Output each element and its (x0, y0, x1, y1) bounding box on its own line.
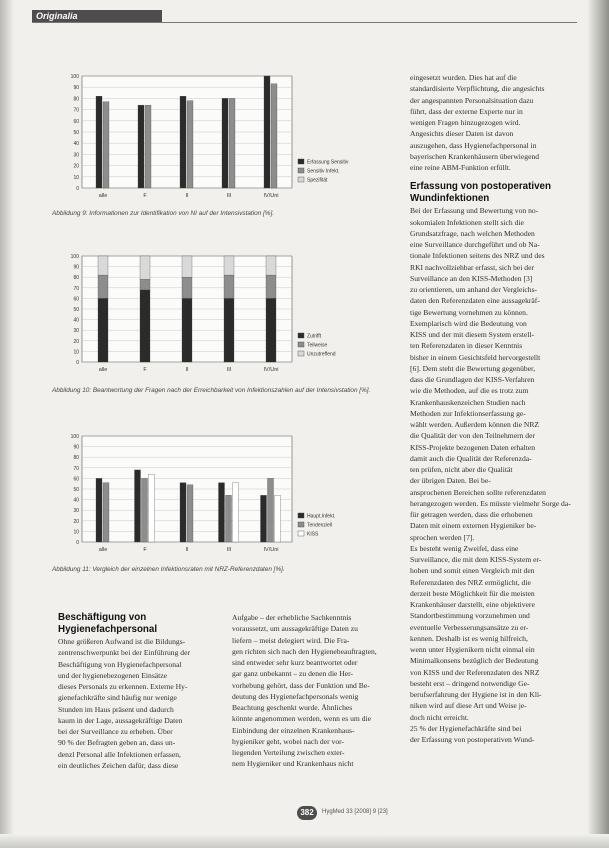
bar (229, 98, 235, 188)
right-article-line: [6]. Dem steht die Bewertung gegenüber, (410, 363, 536, 373)
middle-article-line: liefern – meist delegiert wird. Die Fra- (232, 635, 350, 645)
middle-article-line: Beachtung geschenkt wurde. Ähnliches (232, 703, 353, 712)
y-tick-label: 20 (73, 163, 79, 170)
right-article-line: auszugehen, dass Hygienefachpersonal in (410, 140, 537, 150)
bar (266, 275, 276, 298)
y-tick-label: 40 (73, 141, 79, 148)
bar (275, 495, 281, 542)
y-tick-label: 70 (73, 107, 79, 114)
y-tick-label: 60 (73, 118, 79, 125)
right-article-line: damit auch die Qualität der Referenzda- (410, 453, 532, 463)
bar (271, 84, 277, 188)
x-tick-label: alle (98, 193, 108, 199)
x-tick-label: IV/Uni (263, 547, 279, 553)
y-tick-label: 100 (70, 254, 79, 260)
middle-article-line: gen richten sich nach den Hygienebeauftragten, (232, 646, 377, 656)
left-article-line: bei der Surveillance zu erheben. Über (58, 727, 173, 736)
right-heading-line-1: Erfassung von postoperativen (410, 181, 551, 193)
right-article-line: sprochen werden [7]. (410, 532, 475, 542)
figure-10-chart (60, 252, 395, 380)
bar (264, 76, 270, 188)
right-article-line: eine Surveillance durchgeführt und ob Na- (410, 240, 540, 249)
right-article-line: ten Referenzdaten in dieser Kenntnis (410, 341, 523, 351)
y-tick-label: 20 (73, 338, 79, 345)
right-article-line: der Erfassung von postoperativen Wund- (410, 735, 535, 744)
legend-label: Unzutreffend (307, 351, 336, 358)
y-tick-label: 70 (73, 285, 79, 292)
right-article-body-top (410, 72, 580, 173)
y-tick-label: 80 (73, 96, 79, 103)
bar (138, 105, 144, 188)
x-tick-label: F (143, 547, 147, 553)
bar (98, 275, 108, 298)
y-tick-label: 80 (73, 275, 79, 282)
right-article-line: Krankenhauskenzeichen Studien nach (410, 397, 526, 407)
left-article-body (58, 636, 226, 771)
right-article-line: RKI nachvollziehbar erfasst, sich bei der (410, 262, 534, 272)
right-article-line: derzeit beste Möglichkeit für die meisten (410, 588, 535, 598)
right-article-line: tige Bewertung vornehmen zu können. (410, 307, 528, 317)
legend-swatch (298, 177, 304, 182)
figure-11-caption: Abbildung 11: Vergleich der einzelnen Infektionsraten mit NRZ-Referenzdaten [%]. (52, 566, 285, 573)
right-heading-line-2: Wundinfektionen (410, 193, 490, 205)
page-edge-left (0, 0, 14, 848)
figure-10-caption: Abbildung 10: Beantwortung der Fragen nach der Erreichbarkeit von Infektionszahlen auf der Intensivstation [%]. (52, 387, 371, 394)
y-tick-label: 50 (73, 487, 79, 493)
right-article-line: kennen. Deshalb ist es wenig hilfreich, (410, 633, 528, 643)
right-article-line: Exemplarisch wird die Bedeutung von (410, 318, 527, 328)
bar (103, 102, 109, 188)
bar (140, 279, 150, 290)
x-tick-label: II (185, 367, 189, 373)
legend-label: KISS (307, 531, 319, 538)
right-article-line: besteht erst – dringend notwendige Ge- (410, 678, 530, 688)
y-tick-label: 40 (73, 497, 79, 504)
x-tick-label: alle (98, 367, 108, 373)
right-article-line: standardisierte Verpflichtung, die angesichts (410, 84, 545, 94)
right-article-line: führt, dass der externe Experte nur in (410, 106, 523, 116)
right-article-line: der übrigen Daten. Bei be- (410, 476, 491, 486)
middle-article-line: sind entweder sehr kurz beantwortet oder (232, 658, 358, 667)
left-article-line: zentrenschwerpunkt bei der Einführung der (58, 648, 190, 658)
right-article-line: wenigen Fragen hinzugezogen wird. (410, 118, 521, 127)
right-article-line: Minimalkonsens bezüglich der Bedeutung (410, 656, 539, 666)
middle-article-line: hygieniker geht, wobei nach der vor- (232, 736, 345, 746)
left-article-line: kaum in der Lage, aussagekräftige Daten (58, 715, 183, 725)
y-tick-label: 20 (73, 518, 79, 525)
right-article-line: bisher in einem Gesichtsfeld hervorgestellt (410, 352, 541, 362)
left-article-line: 90 % der Befragten geben an, dass un- (58, 738, 176, 748)
y-tick-label: 90 (73, 444, 79, 451)
figure-9-caption: Abbildung 9: Informationen zur Identifikation von NI auf der Intensivstation [%]. (52, 210, 275, 217)
y-tick-label: 50 (73, 307, 79, 313)
bar (266, 298, 276, 362)
page-edge-bottom (0, 834, 609, 848)
section-tag-label: Originalia (36, 11, 78, 21)
right-article-line: ten prüfen, nicht aber die Qualität (410, 465, 513, 474)
right-article-line: für getragen werden, dass die erhobenen (410, 510, 533, 519)
bar (268, 478, 274, 542)
y-tick-label: 100 (70, 74, 79, 80)
middle-article-line: könnte angenommen werden, wenn es um die (232, 714, 371, 724)
section-tag (32, 10, 162, 22)
chart-svg (60, 252, 395, 380)
right-article-line: Grundsatzfrage, nach welchen Methoden (410, 228, 535, 238)
left-article-line: Stunden im Haus präsent und dadurch (58, 704, 174, 714)
header-rule (32, 22, 577, 23)
right-article-line: Referenzdaten des NRZ ermöglicht, die (410, 577, 531, 587)
right-article-body-bottom (410, 205, 580, 745)
right-article-line: zu orientieren, um anhand der Vergleichs- (410, 285, 538, 294)
right-article-line: dass die Grundlagen der KISS-Verfahren (410, 375, 535, 384)
left-article-line: gienefachkräfte sind häufig nur wenige (58, 693, 177, 703)
right-article-line: berufserfahrung der Hygiene ist in den Kli- (410, 690, 542, 699)
left-article-line: Beschäftigung von Hygienefachpersonal (58, 659, 182, 669)
bar (266, 256, 276, 275)
legend-label: Tendenziell (307, 522, 333, 529)
page-number-badge: 382 (297, 806, 317, 820)
right-article-line: eventuelle Verbesserungsansätze zu er- (410, 622, 529, 632)
right-article-line: hoben und somit einen Vergleich mit den (410, 566, 535, 576)
right-article-line: KISS-Projekte bezogenen Daten erhalten (410, 442, 536, 452)
middle-article-line: Aufgabe – der erhebliche Sachkenntnis (232, 613, 352, 622)
legend-label: Sensitiv Infekt. (307, 168, 340, 175)
right-article-line: Bei der Erfassung und Bewertung von no- (410, 206, 539, 216)
figure-9-chart (60, 72, 395, 206)
chart-svg (60, 432, 395, 560)
bar (140, 256, 150, 279)
right-article-line: daten den Referenzdaten eine aussagekräf- (410, 296, 540, 306)
right-article-line: Es besteht wenig Zweifel, dass eine (410, 543, 519, 553)
y-tick-label: 100 (70, 434, 79, 440)
right-article-line: tionale Infektionen seitens des NRZ und des (410, 251, 545, 261)
bar (96, 478, 102, 542)
middle-article-line: vorhebung gehört, dass der Funktion und Be- (232, 680, 370, 690)
left-article-line: Ohne größeren Aufwand ist die Bildungs- (58, 637, 186, 646)
bar (149, 474, 155, 542)
right-article-line: ansprochenen Bereichen sollte referenzdaten (410, 487, 546, 497)
x-tick-label: F (143, 193, 147, 199)
right-article (410, 72, 580, 745)
x-tick-label: III (226, 367, 232, 373)
legend-swatch (298, 168, 304, 173)
legend-label: Erfassung Sensitiv (307, 159, 349, 166)
bar (226, 495, 232, 542)
legend-swatch (298, 531, 304, 536)
right-article-line: Methoden zur Infektionserfassung ge- (410, 408, 526, 418)
left-article-line: denzl Personal alle Infektionen erfassen, (58, 749, 181, 759)
legend-label: Spezifität (307, 177, 328, 184)
right-article-line: niken wird auf diese Art und Weise je- (410, 701, 527, 711)
legend-swatch (298, 333, 304, 338)
right-article-line: 25 % der Hygienefachkräfte sind bei (410, 723, 522, 733)
right-article-line: die Qualität der von den Teilnehmern der (410, 431, 536, 441)
y-tick-label: 90 (73, 85, 79, 92)
y-tick-label: 60 (73, 476, 79, 483)
bar (224, 298, 234, 362)
right-article-line: KISS und der mit diesem System erstell- (410, 330, 535, 339)
bar (219, 483, 225, 542)
x-tick-label: II (185, 193, 189, 199)
bar (142, 478, 148, 542)
bar (261, 495, 267, 542)
y-tick-label: 10 (73, 349, 79, 356)
right-article-line: Angesichts dieser Daten ist davon (410, 129, 514, 139)
middle-article-line: nem Hygieniker und Krankenhaus nicht (232, 759, 354, 769)
bar (145, 105, 151, 188)
x-tick-label: IV/Uni (263, 193, 279, 199)
bar (222, 98, 228, 188)
right-article-line: bayerischen Krankenhäusern überwiegend (410, 151, 540, 161)
y-tick-label: 0 (76, 540, 79, 546)
y-tick-label: 90 (73, 264, 79, 271)
journal-reference: HygMed 33 [2008] 9 [23] (322, 809, 388, 815)
right-article-line: Daten mit einem externen Hygieniker be- (410, 521, 537, 531)
middle-article-body (232, 612, 400, 770)
y-tick-label: 40 (73, 317, 79, 324)
y-tick-label: 70 (73, 465, 79, 472)
left-article-line: dieses Personals zu erkennen. Externe Hy- (58, 682, 188, 691)
y-tick-label: 30 (73, 508, 79, 515)
y-tick-label: 30 (73, 328, 79, 335)
left-article-line: ein deutliches Zeichen dafür, dass diese (58, 760, 179, 770)
bar (187, 101, 193, 188)
bar (103, 483, 109, 542)
right-article-line: eine reine ABM-Funktion erfüllt. (410, 163, 511, 172)
legend-swatch (298, 159, 304, 164)
bar (224, 256, 234, 275)
right-article-line: herangezogen werden. Es müsste vielmehr Sorge da- (410, 498, 571, 508)
left-heading-line-2: Hygienefachpersonal (58, 624, 158, 635)
bar (180, 96, 186, 188)
right-article-line: wenn unter Hygienikern nicht einmal ein (410, 645, 535, 654)
x-tick-label: alle (98, 547, 108, 553)
figure-11-chart (60, 432, 395, 560)
y-tick-label: 80 (73, 455, 79, 462)
right-article-line: Krankenhäuser darstellt, eine objektivere (410, 600, 535, 609)
y-tick-label: 10 (73, 174, 79, 181)
right-article-line: Surveillance an den KISS-Methoden [3] (410, 273, 533, 283)
right-article-line: wie die Methoden, auf die es trotz zum (410, 386, 529, 396)
left-article (58, 612, 226, 771)
middle-article-line: voraussetzt, um aussagekräftige Daten zu (232, 624, 358, 634)
middle-article-line: deutung des Hygienefachpersonals wenig (232, 691, 359, 701)
middle-article (232, 612, 400, 770)
bar (224, 275, 234, 298)
legend-swatch (298, 342, 304, 347)
left-article-line: und der hygienebezogenen Einsätze (58, 670, 168, 680)
right-article-line: der angespannten Personalsituation dazu (410, 95, 534, 105)
bar (96, 96, 102, 188)
x-tick-label: II (185, 547, 189, 553)
y-tick-label: 0 (76, 186, 79, 192)
left-heading-line-1: Beschäftigung von (58, 612, 147, 623)
bar (98, 256, 108, 275)
right-article-line: wählt werden. Außerdem können die NRZ (410, 420, 540, 429)
legend-swatch (298, 522, 304, 527)
right-article-line: Standortbestimmung vorzunehmen und (410, 611, 530, 621)
bar (182, 277, 192, 298)
x-tick-label: IV/Uni (263, 367, 279, 373)
y-tick-label: 60 (73, 296, 79, 303)
legend-label: Haupt.Infekt. (307, 513, 336, 520)
legend-swatch (298, 351, 304, 356)
legend-swatch (298, 513, 304, 518)
right-article-line: eingesetzt wurden. Dies hat auf die (410, 73, 517, 82)
legend-label: Zutrifft (307, 333, 322, 340)
middle-article-line: Einbindung der einzelnen Krankenhaus- (232, 725, 355, 735)
bar (187, 485, 193, 542)
y-tick-label: 10 (73, 529, 79, 536)
bar (182, 256, 192, 277)
bar (98, 298, 108, 362)
x-tick-label: F (143, 367, 147, 373)
x-tick-label: III (226, 193, 232, 199)
legend-label: Teilweise (307, 342, 328, 349)
right-article-line: doch nicht erreicht. (410, 712, 469, 722)
bar (140, 290, 150, 362)
chart-svg (60, 72, 395, 206)
bar (180, 483, 186, 542)
right-article-line: sokomialen Infektionen stellt sich die (410, 217, 524, 227)
y-tick-label: 30 (73, 152, 79, 159)
bar (135, 470, 141, 542)
x-tick-label: III (226, 547, 232, 553)
page-edge-right (587, 0, 609, 848)
right-article-line: Surveillance, die mit dem KISS-System er- (410, 555, 542, 564)
bar (182, 298, 192, 362)
middle-article-line: liegenden Verteilung zwischen exter- (232, 748, 345, 757)
y-tick-label: 50 (73, 130, 79, 136)
y-tick-label: 0 (76, 360, 79, 366)
middle-article-line: gar ganz unbekannt – zu denen die Her- (232, 669, 354, 679)
bar (233, 483, 239, 542)
right-article-line: von KISS und der Referenzdaten des NRZ (410, 667, 540, 677)
